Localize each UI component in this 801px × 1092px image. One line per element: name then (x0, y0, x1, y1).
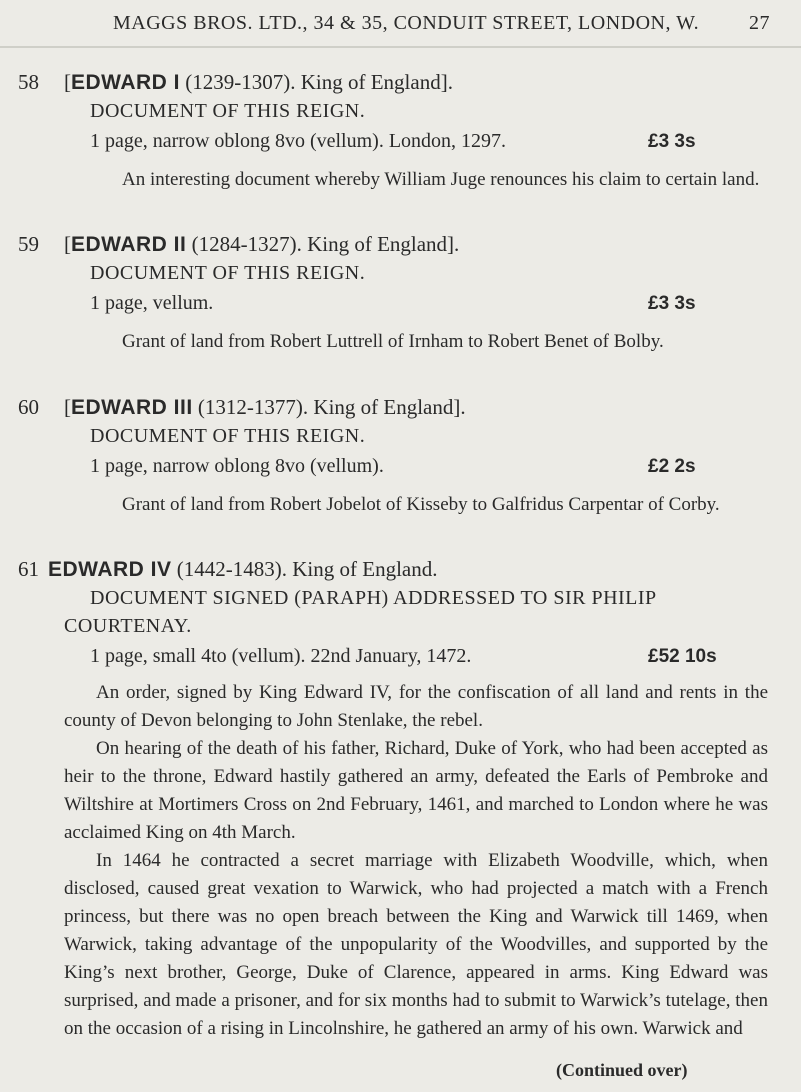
price: £3 3s (648, 293, 696, 314)
entry-number: 61 (18, 557, 39, 581)
price: £52 10s (648, 646, 717, 667)
description-paragraph: On hearing of the death of his father, Richard, Duke of York, who had been accepted as heir to the throne, Edward hastily gathered an army, defeated the Earls of Pembroke and Wiltshire at Mortimers Cross on 2nd February, 1461, and marched to London where he was acclaimed King on 4th March. (64, 738, 768, 843)
format-line: 1 page, vellum. (90, 292, 214, 314)
format-line: 1 page, small 4to (vellum). 22nd January, 1472. (90, 645, 472, 667)
entry-description (64, 679, 768, 1043)
document-title: DOCUMENT OF THIS REIGN. (90, 100, 366, 122)
entry-description: An interesting document whereby William Juge renounces his claim to certain land. (122, 169, 760, 190)
entry-number: 59 (18, 232, 39, 256)
entry-heading: [EDWARD III (1312-1377). King of England]. (64, 395, 466, 419)
page-number: 27 (749, 12, 770, 34)
monarch-name: EDWARD I (71, 71, 180, 94)
price: £2 2s (648, 456, 696, 477)
entry-description: Grant of land from Robert Jobelot of Kisseby to Galfridus Carpentar of Corby. (122, 494, 720, 515)
monarch-name: EDWARD IV (48, 558, 172, 581)
entry-heading: EDWARD IV (1442-1483). King of England. (48, 557, 438, 581)
entry-heading: [EDWARD I (1239-1307). King of England]. (64, 70, 453, 94)
entry-number: 58 (18, 70, 39, 94)
description-paragraph: An order, signed by King Edward IV, for the confiscation of all land and rents in the county of Devon belonging to John Stenlake, the rebel. (64, 682, 768, 731)
document-title-continued: COURTENAY. (64, 615, 192, 637)
publisher-address: MAGGS BROS. LTD., 34 & 35, CONDUIT STREET, LONDON, W. (113, 12, 700, 34)
description-paragraph: In 1464 he contracted a secret marriage with Elizabeth Woodville, which, when disclosed, caused great vexation to Warwick, who had projected a match with a French princess, but there was no open breach between the King and Warwick till 1469, when Warwick, taking advantage of the unpopularity of the Woodvilles, and supported by the King’s next brother, George, Duke of Clarence, appeared in arms. King Edward was surprised, and made a prisoner, and for six months had to submit to Warwick’s tutelage, then on the occasion of a rising in Lincolnshire, he gathered an army of his own. Warwick and (64, 850, 768, 1039)
document-title: DOCUMENT OF THIS REIGN. (90, 262, 366, 284)
format-line: 1 page, narrow oblong 8vo (vellum). (90, 455, 384, 477)
header-rule (0, 46, 801, 48)
document-title: DOCUMENT OF THIS REIGN. (90, 425, 366, 447)
entry-heading: [EDWARD II (1284-1327). King of England]. (64, 232, 460, 256)
monarch-name: EDWARD II (71, 233, 187, 256)
price: £3 3s (648, 131, 696, 152)
format-line: 1 page, narrow oblong 8vo (vellum). London, 1297. (90, 130, 507, 152)
monarch-name: EDWARD III (71, 396, 193, 419)
document-title: DOCUMENT SIGNED (PARAPH) ADDRESSED TO SIR PHILIP (90, 587, 657, 609)
entry-number: 60 (18, 395, 39, 419)
entry-description: Grant of land from Robert Luttrell of Irnham to Robert Benet of Bolby. (122, 331, 664, 352)
continued-note: (Continued over) (556, 1060, 688, 1080)
running-header (0, 12, 801, 42)
